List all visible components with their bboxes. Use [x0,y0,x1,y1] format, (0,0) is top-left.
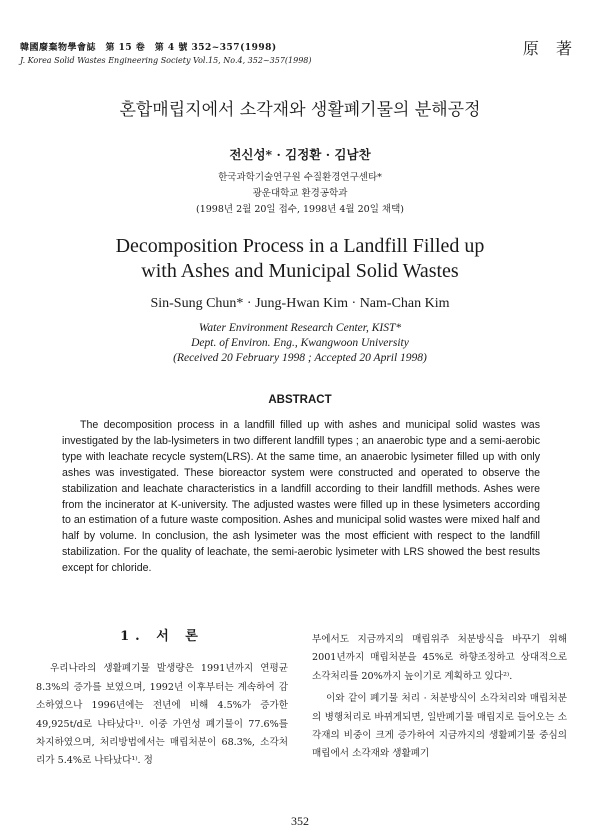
section-heading: 1. 서 론 [120,629,204,644]
affiliation-ko-line: 한국과학기술연구원 수질환경연구센타* [218,172,382,183]
journal-header [20,40,480,65]
article-type-badge: 原 著 [522,39,578,58]
left-column [36,628,288,771]
intro-paragraph: 이와 같이 폐기물 처리 · 처분방식이 소각처리와 매립처분의 병행처리로 바뀌게되면, 일반폐기물 매립지로 들어오는 소각재의 비중이 크게 증가하여 지금까지의 생활폐기물 중심의 매립에서 소각재와 생활폐기 [312,693,567,760]
right-column [312,631,567,764]
journal-name-en: J. Korea Solid Wastes Engineering Society Vol.15, No.4, 352~357(1998) [20,56,312,65]
dates-ko: (1998년 2월 20일 접수, 1998년 4월 20일 채택) [196,204,404,215]
journal-name-ko: 韓國廢棄物學會誌 第 15 卷 第 4 號 352~357(1998) [20,43,277,53]
title-en-line: with Ashes and Municipal Solid Wastes [141,260,459,282]
authors-korean: 전신성* · 김정환 · 김남찬 [229,147,371,162]
title-english [0,234,600,284]
affiliation-ko-line: 광운대학교 환경공학과 [252,188,348,199]
dates-en: (Received 20 February 1998 ; Accepted 20 April 1998) [173,352,427,364]
affiliation-korean [0,170,600,218]
authors-english: Sin-Sung Chun* · Jung-Hwan Kim · Nam-Chan Kim [150,296,450,311]
title-en-line: Decomposition Process in a Landfill Filled up [115,235,485,257]
affiliation-english [0,321,600,366]
page-number: 352 [291,814,309,828]
intro-paragraph: 우리나라의 생활폐기물 발생량은 1991년까지 연평균 8.3%의 증가를 보였으며, 1992년 이후부터는 계속하여 감소하였으나 1996년에는 전년에 비해 4.5%가 증가한 49,925t/d로 나타났다¹⁾. 이중 가연성 폐기물이 77.6%를 차지하였으며, 처리방법에서는 매립처분이 68.3%, 소각처리가 5.4%로 나타났다¹⁾. 정 [36,663,288,767]
title-korean: 혼합매립지에서 소각재와 생활폐기물의 분해공정 [119,100,481,120]
abstract-heading: ABSTRACT [268,394,332,406]
abstract-body: The decomposition process in a landfill filled up with ashes and municipal solid wastes was investigated by the lab-lysimeters in two different landfill types ; an anaerobic type and a semi-aerobic type with leachate recycle system(LRS). At the same time, an anaerobic lysimeter filled up with only ashes was investigated. These bioreactor system were constructed and operated to observe the stabilization and leachate characteristics in a landfill according to their landfill methods. Ashes were from the incinerator at K-university. The adjusted wastes were filled up in these lysimeters according to an estimation of a future waste composition. Ashes and municipal solid wastes were mixed half and half by volume. In conclusion, the ash lysimeter was the most efficient with respect to the landfill stabilization. For the quality of leachate, the semi-aerobic lysimeter with LRS showed the best results except for chloride. [62,419,540,575]
intro-paragraph-continued: 부에서도 지금까지의 매립위주 처분방식을 바꾸기 위해 2001년까지 매립처분을 45%로 하향조정하고 상대적으로 소각처리를 20%까지 높이기로 계획하고 있다²⁾. [312,634,567,682]
affiliation-en-line: Dept. of Environ. Eng., Kwangwoon University [191,337,409,349]
affiliation-en-line: Water Environment Research Center, KIST* [198,322,402,334]
